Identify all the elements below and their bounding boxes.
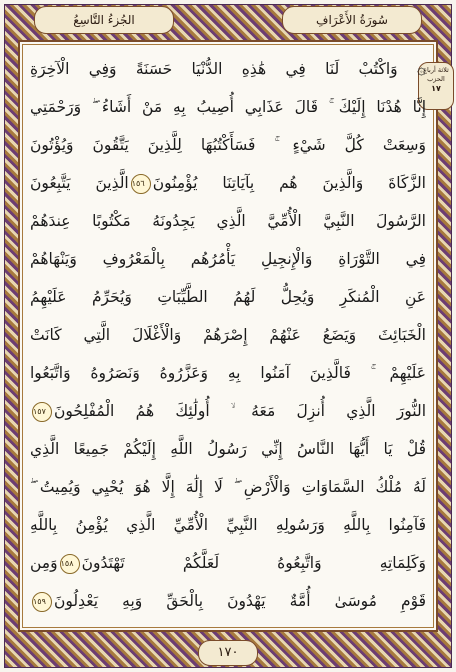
line-text: إِنَّا هُدْنَا إِلَيْكَ ۚ قَالَ عَذَابِي أُصِيبُ بِهِ مَنْ أَشَاءُ ۖ وَرَحْمَتِي <box>30 98 426 116</box>
text-line <box>30 546 426 580</box>
text-line <box>30 356 426 390</box>
ayah-number-marker: ١٥٩ <box>32 592 52 612</box>
text-line <box>30 166 426 200</box>
text-line <box>30 584 426 618</box>
page-number-label: ١٧٠ <box>217 645 239 660</box>
text-line <box>30 508 426 542</box>
quran-text <box>30 52 426 622</box>
surah-header <box>282 6 422 34</box>
line-text: فِي التَّوْرَاةِ وَالْإِنجِيلِ يَأْمُرُهُم بِالْمَعْرُوفِ وَيَنْهَاهُمْ <box>30 250 426 268</box>
line-text-continued: الَّذِينَ يَتَّبِعُونَ <box>30 174 129 192</box>
line-text: النُّورَ الَّذِي أُنزِلَ مَعَهُ ۙ أُولَٰئِكَ هُمُ الْمُفْلِحُونَ <box>54 402 426 420</box>
page-number <box>198 640 258 666</box>
text-line <box>30 470 426 504</box>
hizb-number: ١٧ <box>431 84 441 93</box>
line-text: عَلَيْهِمْ ۚ فَالَّذِينَ آمَنُوا بِهِ وَعَزَّرُوهُ وَنَصَرُوهُ وَاتَّبَعُوا <box>30 364 426 382</box>
ayah-number-marker: ١٥٨ <box>60 554 80 574</box>
line-text: قَوْمِ مُوسَىٰ أُمَّةٌ يَهْدُونَ بِالْحَقِّ وَبِهِ يَعْدِلُونَ <box>54 592 426 610</box>
text-line <box>30 432 426 466</box>
line-text: قُلْ يَا أَيُّهَا النَّاسُ إِنِّي رَسُولُ اللَّهِ إِلَيْكُمْ جَمِيعًا الَّذِي <box>30 440 426 458</box>
text-line <box>30 318 426 352</box>
text-line <box>30 90 426 124</box>
juz-header <box>34 6 174 34</box>
text-line <box>30 394 426 428</box>
text-line <box>30 242 426 276</box>
ayah-number-marker: ١٥٧ <box>32 402 52 422</box>
line-text: وَسِعَتْ كُلَّ شَيْءٍ ۚ فَسَأَكْتُبُهَا لِلَّذِينَ يَتَّقُونَ وَيُؤْتُونَ <box>30 136 426 154</box>
line-text: وَكَلِمَاتِهِ وَاتَّبِعُوهُ لَعَلَّكُمْ تَهْتَدُونَ <box>81 554 426 572</box>
line-text: ۞ وَاكْتُبْ لَنَا فِي هَٰذِهِ الدُّنْيَا حَسَنَةً وَفِي الْآخِرَةِ <box>30 60 426 78</box>
line-text: عَنِ الْمُنكَرِ وَيُحِلُّ لَهُمُ الطَّيِّبَاتِ وَيُحَرِّمُ عَلَيْهِمُ <box>30 288 426 306</box>
line-text: الْخَبَائِثَ وَيَضَعُ عَنْهُمْ إِصْرَهُمْ وَالْأَغْلَالَ الَّتِي كَانَتْ <box>30 326 426 344</box>
text-line <box>30 204 426 238</box>
surah-title: سُورَةُ الأَعْرَافِ <box>316 13 388 27</box>
text-line <box>30 128 426 162</box>
line-text: فَآمِنُوا بِاللَّهِ وَرَسُولِهِ النَّبِيِّ الْأُمِّيِّ الَّذِي يُؤْمِنُ بِاللَّهِ <box>30 516 426 534</box>
line-text: لَهُ مُلْكُ السَّمَاوَاتِ وَالْأَرْضِ ۖ لَا إِلَٰهَ إِلَّا هُوَ يُحْيِي وَيُمِيتُ ۖ <box>30 478 426 496</box>
line-text-continued: وَمِن <box>30 554 58 572</box>
hizb-quarter-label: ثلاثة أرباع <box>423 66 449 74</box>
line-text: الزَّكَاةَ وَالَّذِينَ هُم بِآيَاتِنَا يُؤْمِنُونَ <box>152 174 426 192</box>
ayah-number-marker: ١٥٦ <box>131 174 151 194</box>
text-line <box>30 280 426 314</box>
text-line <box>30 52 426 86</box>
juz-title: الجُزءُ التَّاسِعُ <box>73 13 135 27</box>
hizb-label: الحزب <box>427 75 445 83</box>
line-text: الرَّسُولَ النَّبِيَّ الْأُمِّيَّ الَّذِي يَجِدُونَهُ مَكْتُوبًا عِندَهُمْ <box>30 212 426 230</box>
